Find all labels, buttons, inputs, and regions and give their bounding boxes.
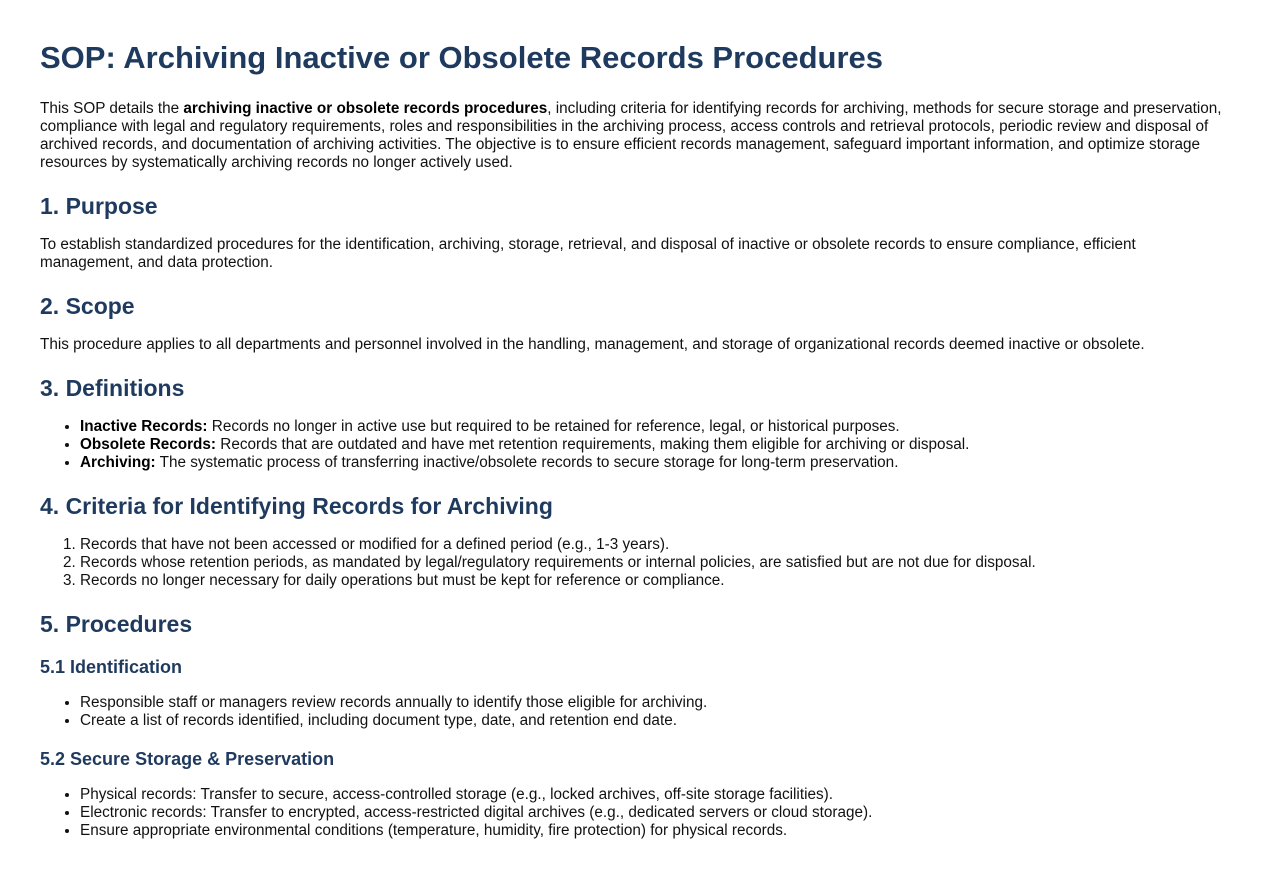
intro-paragraph xyxy=(40,100,1223,172)
storage-list xyxy=(40,786,1223,840)
intro-suffix: , including criteria for identifying records for archiving, methods for secure storage and preservation, compliance with legal and regulatory requirements, roles and responsibilities in the archiving process, access controls and retrieval protocols, periodic review and disposal of archived records, and documentation of archiving activities. The objective is to ensure efficient records management, safeguard important information, and optimize storage resources by systematically archiving records no longer actively used. xyxy=(40,100,1222,171)
definitions-list xyxy=(40,418,1223,472)
list-item xyxy=(80,436,1223,454)
definition-text: The systematic process of transferring inactive/obsolete records to secure storage for long-term preservation. xyxy=(155,454,899,471)
list-item: • Physical records: Transfer to secure, access-controlled storage (e.g., locked archives, off-site storage facilities). xyxy=(80,786,1223,804)
list-item xyxy=(80,418,1223,436)
identification-heading: 5.1 Identification xyxy=(40,657,183,677)
definition-term: Archiving: xyxy=(80,454,156,471)
definition-term: Inactive Records: xyxy=(80,418,208,435)
definition-text: Records no longer in active use but required to be retained for reference, legal, or historical purposes. xyxy=(207,418,900,435)
intro-prefix: This SOP details the xyxy=(40,100,184,117)
list-item: 1. Records that have not been accessed or modified for a defined period (e.g., 1-3 years). xyxy=(80,536,1223,554)
list-item: • Responsible staff or managers review records annually to identify those eligible for archiving. xyxy=(80,694,1223,712)
procedures-heading: 5. Procedures xyxy=(40,611,193,637)
list-item: 2. Records whose retention periods, as mandated by legal/regulatory requirements or internal policies, are satisfied but are not due for disposal. xyxy=(80,554,1223,572)
definition-text: Records that are outdated and have met retention requirements, making them eligible for archiving or disposal. xyxy=(216,436,970,453)
list-item: • Ensure appropriate environmental conditions (temperature, humidity, fire protection) for physical records. xyxy=(80,822,1223,840)
list-item: 3. Records no longer necessary for daily operations but must be kept for reference or compliance. xyxy=(80,572,1223,590)
page-title: SOP: Archiving Inactive or Obsolete Records Procedures xyxy=(40,40,883,75)
storage-heading: 5.2 Secure Storage & Preservation xyxy=(40,749,335,769)
intro-bold: archiving inactive or obsolete records procedures xyxy=(183,100,548,117)
list-item: • Electronic records: Transfer to encrypted, access-restricted digital archives (e.g., dedicated servers or cloud storage). xyxy=(80,804,1223,822)
criteria-list xyxy=(40,536,1223,590)
purpose-text: To establish standardized procedures for the identification, archiving, storage, retrieval, and disposal of inactive or obsolete records to ensure compliance, efficient management, and data protection. xyxy=(40,236,1136,271)
definitions-heading: 3. Definitions xyxy=(40,375,185,401)
scope-heading: 2. Scope xyxy=(40,293,135,319)
definition-term: Obsolete Records: xyxy=(80,436,217,453)
list-item xyxy=(80,454,1223,472)
list-item: • Create a list of records identified, including document type, date, and retention end date. xyxy=(80,712,1223,730)
identification-list xyxy=(40,694,1223,730)
criteria-heading: 4. Criteria for Identifying Records for Archiving xyxy=(40,493,553,519)
scope-text: This procedure applies to all departments and personnel involved in the handling, management, and storage of organizational records deemed inactive or obsolete. xyxy=(40,336,1145,353)
purpose-heading: 1. Purpose xyxy=(40,193,158,219)
